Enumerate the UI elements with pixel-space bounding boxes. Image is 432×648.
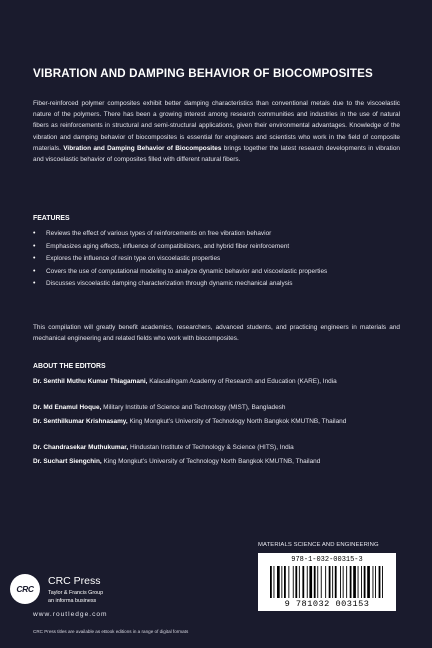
editor-entry [33, 416, 400, 427]
subject-category: MATERIALS SCIENCE AND ENGINEERING [258, 542, 379, 548]
publisher-business: an informa business [48, 598, 97, 604]
editor-name: Dr. Chandrasekar Muthukumar, [33, 444, 129, 451]
publisher-group: Taylor & Francis Group [48, 590, 104, 596]
features-heading: FEATURES [33, 215, 70, 222]
editor-name: Dr. Senthil Muthu Kumar Thiagamani, [33, 378, 148, 385]
editor-entry [33, 442, 400, 453]
feature-item [33, 253, 400, 264]
feature-item [33, 228, 400, 239]
feature-text: Emphasizes aging effects, influence of compatibilizers, and hybrid fiber reinforcement [46, 242, 290, 250]
editor-name: Dr. Md Enamul Hoque, [33, 404, 102, 411]
book-title: VIBRATION AND DAMPING BEHAVIOR OF BIOCOMPOSITES [33, 67, 373, 80]
bullet-icon: • [33, 255, 36, 263]
compilation-paragraph: This compilation will greatly benefit academics, researchers, advanced students, and practicing engineers in materials and mechanical engineering and related fields who work with biocomposites. [33, 324, 400, 343]
editor-entry [33, 456, 400, 467]
feature-text: Covers the use of computational modeling to analyze dynamic behavior and viscoelastic properties [46, 267, 328, 275]
editor-entry [33, 376, 400, 387]
description-book-title: Vibration and Damping Behavior of Biocomposites [63, 144, 222, 152]
isbn-barcode [258, 553, 396, 611]
bullet-icon: • [33, 242, 36, 250]
barcode-icon [270, 566, 384, 598]
editor-affiliation: Hindustan Institute of Technology & Science (HITS), India [128, 444, 294, 451]
editors-heading: ABOUT THE EDITORS [33, 363, 106, 370]
editor-entry [33, 402, 400, 413]
editor-affiliation: King Mongkut’s University of Technology North Bangkok KMUTNB, Thailand [101, 458, 321, 465]
bullet-icon: • [33, 267, 36, 275]
bullet-icon: • [33, 230, 36, 237]
publisher-url[interactable]: www.routledge.com [33, 611, 108, 618]
publisher-name: CRC Press [48, 575, 101, 587]
feature-item [33, 278, 400, 289]
editor-affiliation: Kalasalingam Academy of Research and Education (KARE), India [147, 378, 337, 385]
book-description [33, 98, 400, 165]
isbn-digits: 9 781032 003153 [284, 599, 370, 609]
crc-press-logo-icon: CRC [10, 574, 40, 604]
feature-text: Explores the influence of resin type on viscoelastic properties [46, 255, 221, 263]
editor-affiliation: King Mongkut’s University of Technology North Bangkok KMUTNB, Thailand [127, 418, 347, 425]
editor-affiliation: Military Institute of Science and Technology (MIST), Bangladesh [101, 404, 286, 411]
feature-item [33, 266, 400, 277]
editor-name: Dr. Suchart Siengchin, [33, 458, 102, 465]
description-part-2: brings together the latest research developments in vibration and viscoelastic behavior of composites filled with different natural fibers. [33, 144, 400, 164]
isbn-number: 978-1-032-00315-3 [291, 556, 363, 564]
editor-name: Dr. Senthilkumar Krishnasamy, [33, 418, 128, 425]
description-part-1: Fiber-reinforced polymer composites exhibit better damping characteristics than conventional metals due to the viscoelastic nature of the polymers. There has been a growing interest among research communities and industries in the use of natural fibers as reinforcements in structural and semi-structural applications, given their environmental advantages. Knowledge of the vibration and damping behavior of biocomposites is essential for engineers and scientists who work in the field of composite materials. [33, 100, 400, 152]
ebook-note: CRC Press titles are available as eBook editions in a range of digital formats [33, 629, 189, 634]
feature-text: Discusses viscoelastic damping characterization through dynamic mechanical analysis [46, 280, 293, 288]
feature-item [33, 241, 400, 252]
feature-text: Reviews the effect of various types of reinforcements on free vibration behavior [46, 230, 272, 237]
bullet-icon: • [33, 280, 36, 288]
features-list [33, 228, 400, 291]
